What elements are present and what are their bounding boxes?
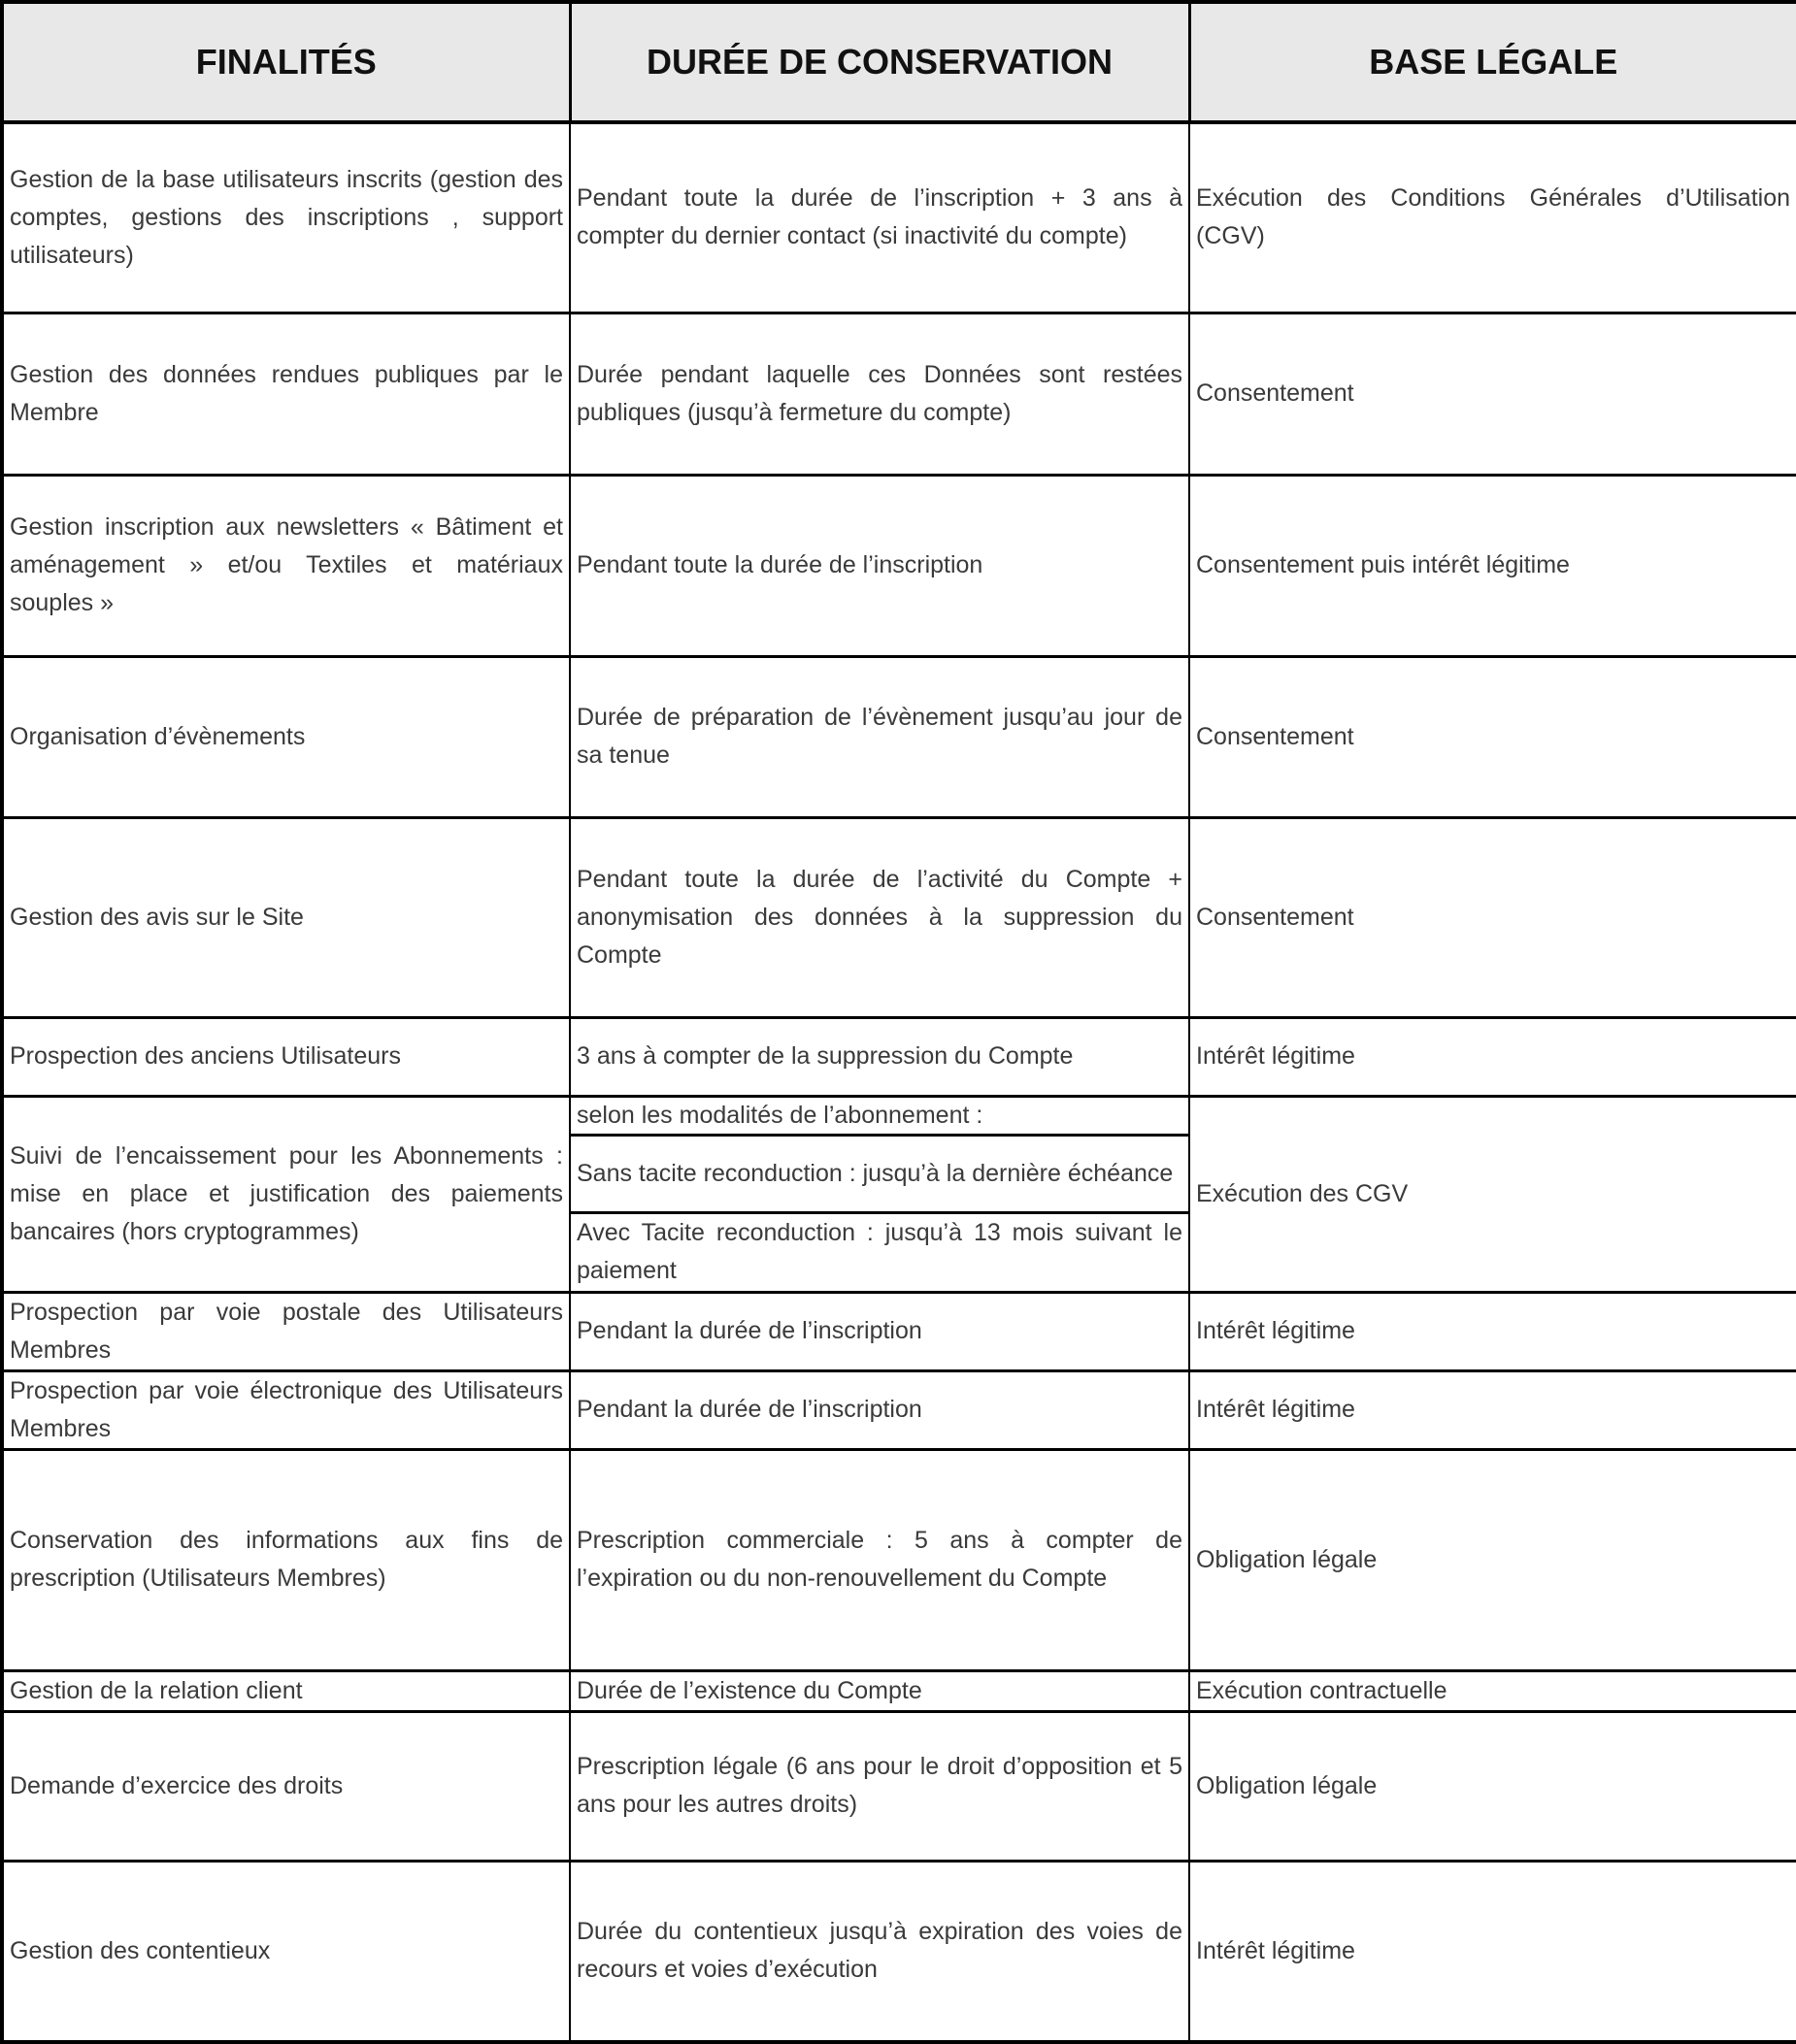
legal-basis-cell: Exécution des Conditions Générales d’Utilisation (CGV) — [1189, 122, 1796, 313]
table-row — [2, 313, 1796, 475]
duration-cell: Pendant toute la durée de l’inscription + 3 ans à compter du dernier contact (si inactivité du compte) — [570, 122, 1189, 313]
purpose-cell: Gestion inscription aux newsletters « Bâtiment et aménagement » et/ou Textiles et matériaux souples » — [2, 475, 570, 656]
legal-basis-cell: Intérêt légitime — [1189, 1370, 1796, 1449]
duration-cell: Prescription légale (6 ans pour le droit d’opposition et 5 ans pour les autres droits) — [570, 1711, 1189, 1861]
duration-cell: Prescription commerciale : 5 ans à compter de l’expiration ou du non-renouvellement du Compte — [570, 1449, 1189, 1670]
table-row — [2, 475, 1796, 656]
purpose-cell: Gestion des avis sur le Site — [2, 817, 570, 1017]
header-duration: DURÉE DE CONSERVATION — [570, 2, 1189, 122]
legal-basis-cell: Obligation légale — [1189, 1711, 1796, 1861]
purpose-cell: Gestion des données rendues publiques par le Membre — [2, 313, 570, 475]
purpose-cell: Conservation des informations aux fins de prescription (Utilisateurs Membres) — [2, 1449, 570, 1670]
table-row — [2, 122, 1796, 313]
purpose-cell: Prospection par voie postale des Utilisateurs Membres — [2, 1292, 570, 1370]
legal-basis-cell: Consentement — [1189, 313, 1796, 475]
table-row — [2, 1292, 1796, 1370]
table-row — [2, 1017, 1796, 1096]
legal-basis-cell: Exécution contractuelle — [1189, 1670, 1796, 1711]
legal-basis-cell: Intérêt légitime — [1189, 1292, 1796, 1370]
legal-basis-cell: Consentement — [1189, 817, 1796, 1017]
duration-cell: Durée pendant laquelle ces Données sont restées publiques (jusqu’à fermeture du compte) — [570, 313, 1189, 475]
purpose-cell: Suivi de l’encaissement pour les Abonnements : mise en place et justification des paiements bancaires (hors cryptogrammes) — [2, 1096, 570, 1292]
header-purpose: FINALITÉS — [2, 2, 570, 122]
table-row — [2, 817, 1796, 1017]
duration-cell: Pendant la durée de l’inscription — [570, 1370, 1189, 1449]
duration-subcell — [571, 1098, 1188, 1134]
table-row — [2, 1861, 1796, 2042]
legal-basis-cell: Intérêt légitime — [1189, 1017, 1796, 1096]
duration-cell: Durée de préparation de l’évènement jusqu’au jour de sa tenue — [570, 656, 1189, 817]
duration-cell: Pendant toute la durée de l’activité du Compte + anonymisation des données à la suppression du Compte — [570, 817, 1189, 1017]
purpose-cell: Gestion de la base utilisateurs inscrits (gestion des comptes, gestions des inscriptions , support utilisateurs) — [2, 122, 570, 313]
duration-text: Sans tacite reconduction : jusqu’à la dernière échéance — [577, 1159, 1174, 1187]
legal-basis-cell: Obligation légale — [1189, 1449, 1796, 1670]
duration-cell — [570, 1096, 1189, 1292]
purpose-cell: Organisation d’évènements — [2, 656, 570, 817]
duration-subcell — [571, 1211, 1188, 1291]
duration-cell: Durée de l’existence du Compte — [570, 1670, 1189, 1711]
table-row — [2, 656, 1796, 817]
duration-subcell — [571, 1134, 1188, 1211]
legal-basis-cell: Exécution des CGV — [1189, 1096, 1796, 1292]
table-row — [2, 1449, 1796, 1670]
table-row — [2, 1370, 1796, 1449]
purpose-cell: Demande d’exercice des droits — [2, 1711, 570, 1861]
duration-cell: Durée du contentieux jusqu’à expiration des voies de recours et voies d’exécution — [570, 1861, 1189, 2042]
purpose-cell: Gestion des contentieux — [2, 1861, 570, 2042]
duration-cell: Pendant toute la durée de l’inscription — [570, 475, 1189, 656]
purpose-cell: Prospection par voie électronique des Utilisateurs Membres — [2, 1370, 570, 1449]
purpose-cell: Gestion de la relation client — [2, 1670, 570, 1711]
duration-text: selon les modalités de l’abonnement : — [577, 1101, 983, 1129]
duration-cell: Pendant la durée de l’inscription — [570, 1292, 1189, 1370]
legal-basis-cell: Consentement puis intérêt légitime — [1189, 475, 1796, 656]
duration-cell: 3 ans à compter de la suppression du Compte — [570, 1017, 1189, 1096]
legal-basis-cell: Consentement — [1189, 656, 1796, 817]
header-legal-basis: BASE LÉGALE — [1189, 2, 1796, 122]
purpose-cell: Prospection des anciens Utilisateurs — [2, 1017, 570, 1096]
header-row — [2, 2, 1796, 122]
duration-text: Avec Tacite reconduction : jusqu’à 13 mois suivant le paiement — [577, 1219, 1182, 1284]
table-row — [2, 1670, 1796, 1711]
table-row — [2, 1096, 1796, 1292]
table-row — [2, 1711, 1796, 1861]
legal-basis-cell: Intérêt légitime — [1189, 1861, 1796, 2042]
